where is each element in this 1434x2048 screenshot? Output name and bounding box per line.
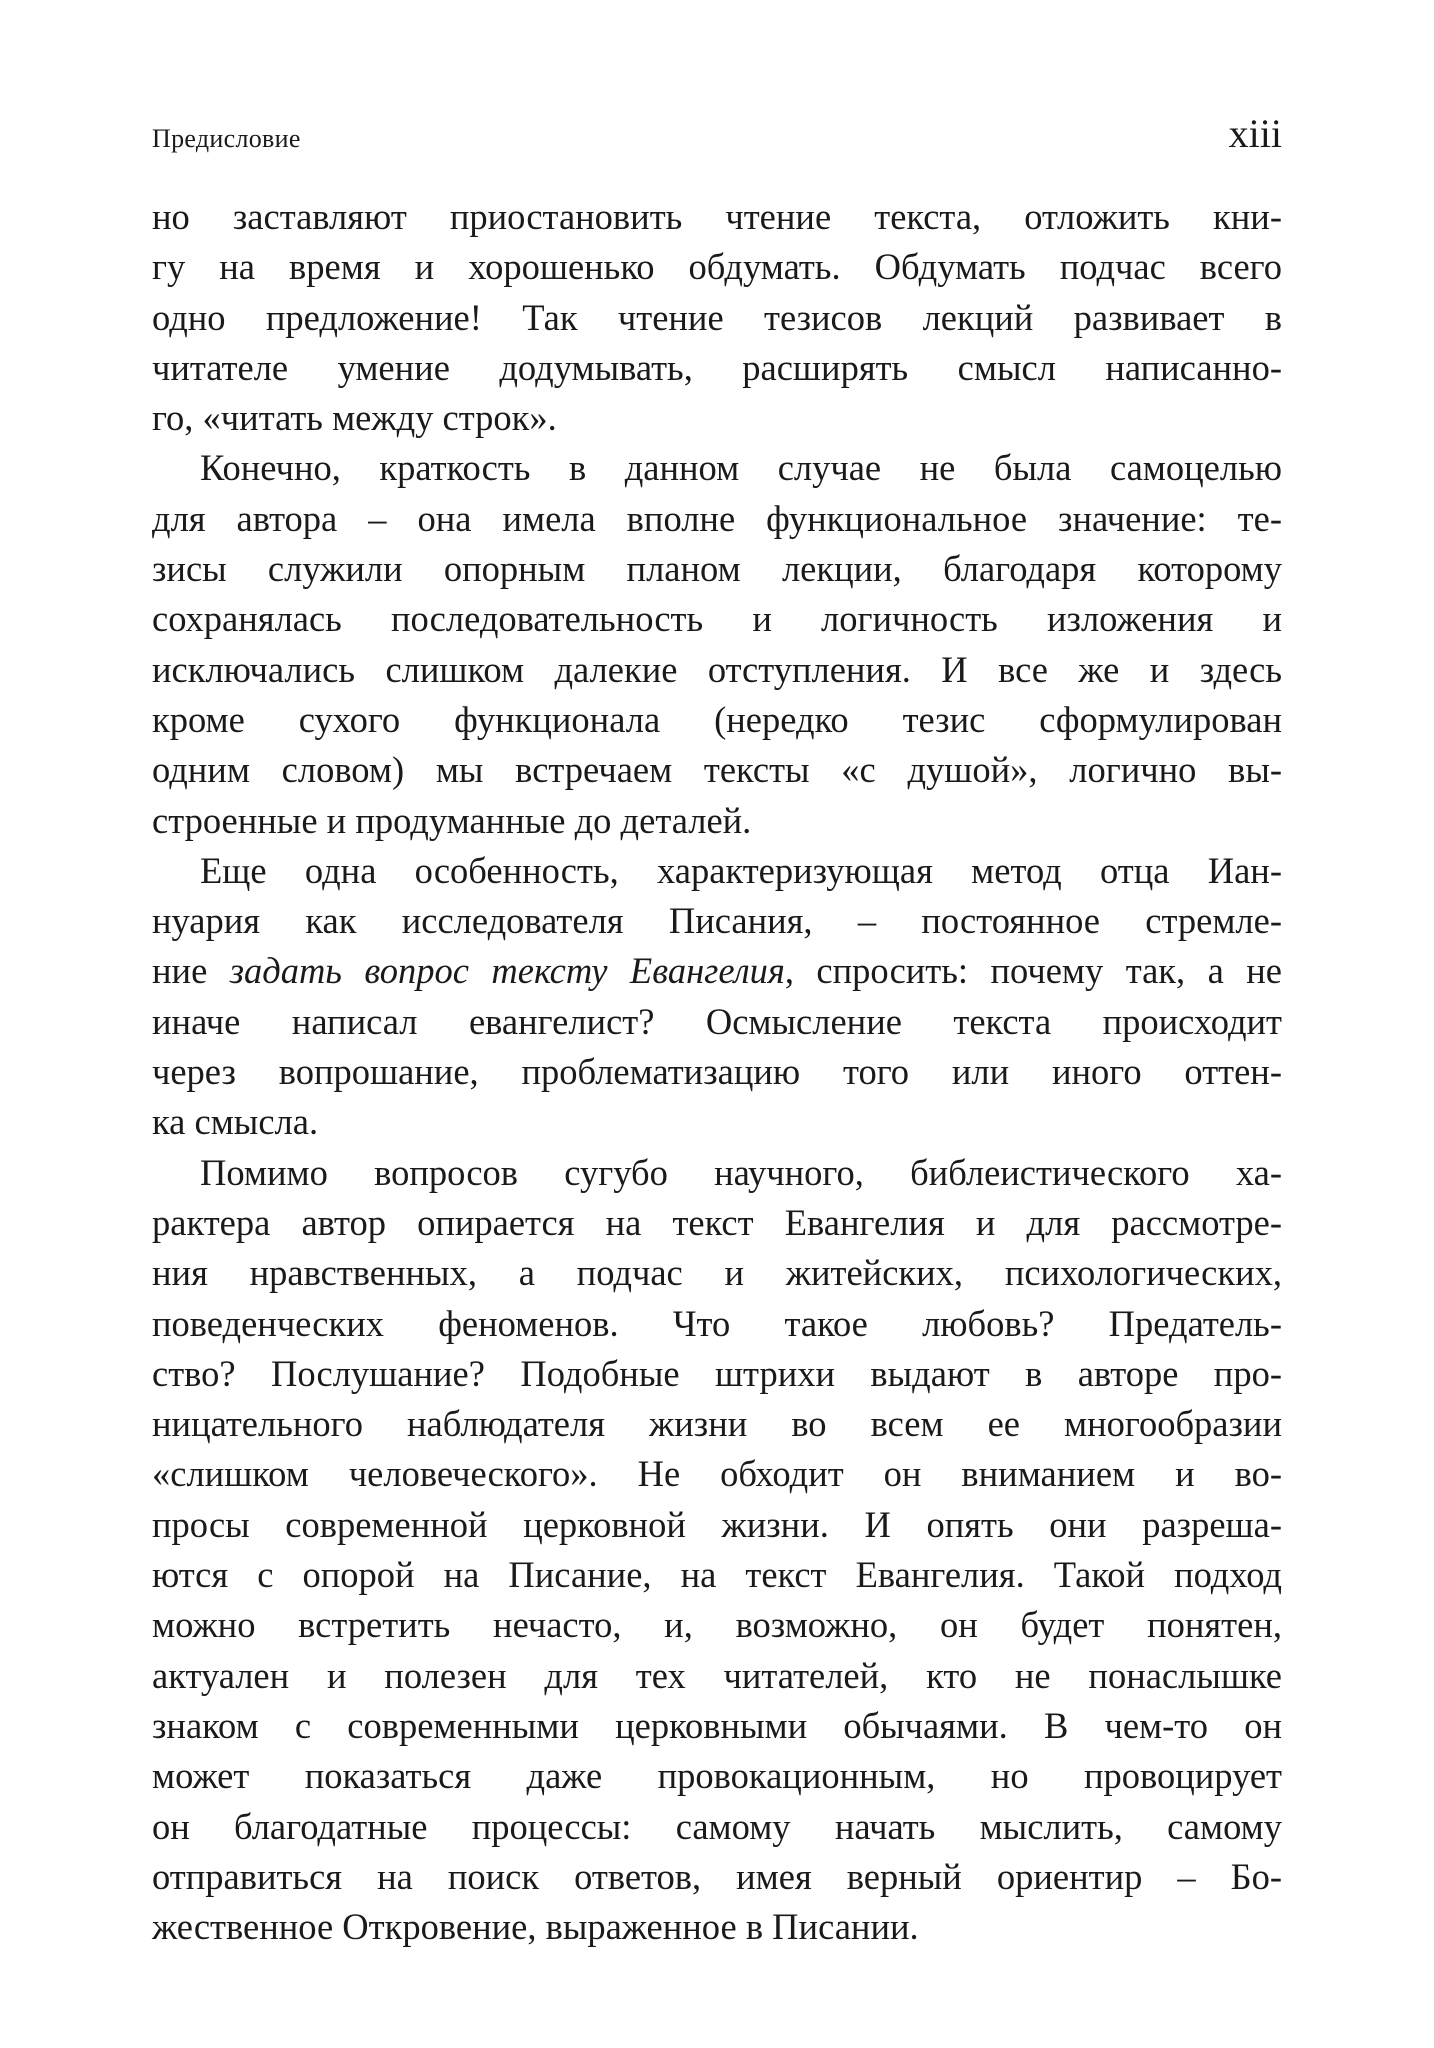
- text-line: Конечно, краткость в данном случае не была самоцелью: [200, 447, 1282, 489]
- text-line: он благодатные процессы: самому начать мыслить, самому: [152, 1805, 1282, 1847]
- paragraph-4: [152, 1148, 1282, 1953]
- text-line: ния нравственных, а подчас и житейских, психологических,: [152, 1252, 1282, 1294]
- text-line: го, «читать между строк».: [152, 397, 557, 439]
- text-fragment: ние: [152, 950, 230, 992]
- text-line: ницательного наблюдателя жизни во всем ее многообразии: [152, 1403, 1282, 1445]
- text-line-mixed: [152, 946, 1282, 996]
- text-line: может показаться даже провокационным, но провоцирует: [152, 1755, 1282, 1797]
- text-line: поведенческих феноменов. Что такое любовь? Предатель-: [152, 1302, 1282, 1344]
- text-line: гу на время и хорошенько обдумать. Обдумать подчас всего: [152, 246, 1282, 288]
- text-line: одно предложение! Так чтение тезисов лекций развивает в: [152, 296, 1282, 338]
- text-line: через вопрошание, проблематизацию того или иного оттен-: [152, 1051, 1282, 1093]
- text-line: но заставляют приостановить чтение текста, отложить кни-: [152, 196, 1282, 237]
- text-line: одним словом) мы встречаем тексты «с душой», логично вы-: [152, 749, 1282, 791]
- text-line: кроме сухого функционала (нередко тезис сформулирован: [152, 698, 1282, 740]
- text-line: актуален и полезен для тех читателей, кто не понаслышке: [152, 1654, 1282, 1696]
- text-line: отправиться на поиск ответов, имея верный ориентир – Бо-: [152, 1855, 1282, 1897]
- text-line: ются с опорой на Писание, на текст Евангелия. Такой подход: [152, 1554, 1282, 1596]
- body-text: [152, 192, 1282, 1952]
- section-title: Предисловие: [152, 124, 301, 153]
- text-line: иначе написал евангелист? Осмысление текста происходит: [152, 1000, 1282, 1042]
- paragraph-1: [152, 192, 1282, 443]
- text-line: для автора – она имела вполне функциональное значение: те-: [152, 497, 1282, 539]
- text-line: просы современной церковной жизни. И опять они разреша-: [152, 1503, 1282, 1545]
- text-line: строенные и продуманные до деталей.: [152, 799, 752, 841]
- paragraph-2: [152, 443, 1282, 845]
- text-line: ка смысла.: [152, 1101, 319, 1143]
- text-line: знаком с современными церковными обычаями. В чем-то он: [152, 1704, 1282, 1746]
- text-line: читателе умение додумывать, расширять смысл написанно-: [152, 346, 1282, 388]
- text-line: исключались слишком далекие отступления. И все же и здесь: [152, 648, 1282, 690]
- text-line: Еще одна особенность, характеризующая метод отца Иан-: [200, 849, 1282, 891]
- text-line: зисы служили опорным планом лекции, благодаря которому: [152, 548, 1282, 590]
- text-line: можно встретить нечасто, и, возможно, он будет понятен,: [152, 1604, 1282, 1646]
- text-line: рактера автор опирается на текст Евангелия и для рассмотре-: [152, 1201, 1282, 1243]
- text-line: нуария как исследователя Писания, – постоянное стремле-: [152, 900, 1282, 942]
- text-line: ство? Послушание? Подобные штрихи выдают в авторе про-: [152, 1352, 1282, 1394]
- running-head: [152, 111, 1282, 168]
- text-line: «слишком человеческого». Не обходит он вниманием и во-: [152, 1453, 1282, 1495]
- italic-emphasis: задать вопрос тексту Евангелия: [229, 950, 785, 992]
- text-fragment: , спросить: почему так, а не: [784, 950, 1282, 992]
- paragraph-3: [152, 846, 1282, 1148]
- text-line: сохранялась последовательность и логичность изложения и: [152, 598, 1282, 640]
- text-line: Помимо вопросов сугубо научного, библеистического ха-: [200, 1151, 1282, 1193]
- page-number: xiii: [1228, 111, 1282, 156]
- text-line: жественное Откровение, выраженное в Писании.: [152, 1906, 919, 1948]
